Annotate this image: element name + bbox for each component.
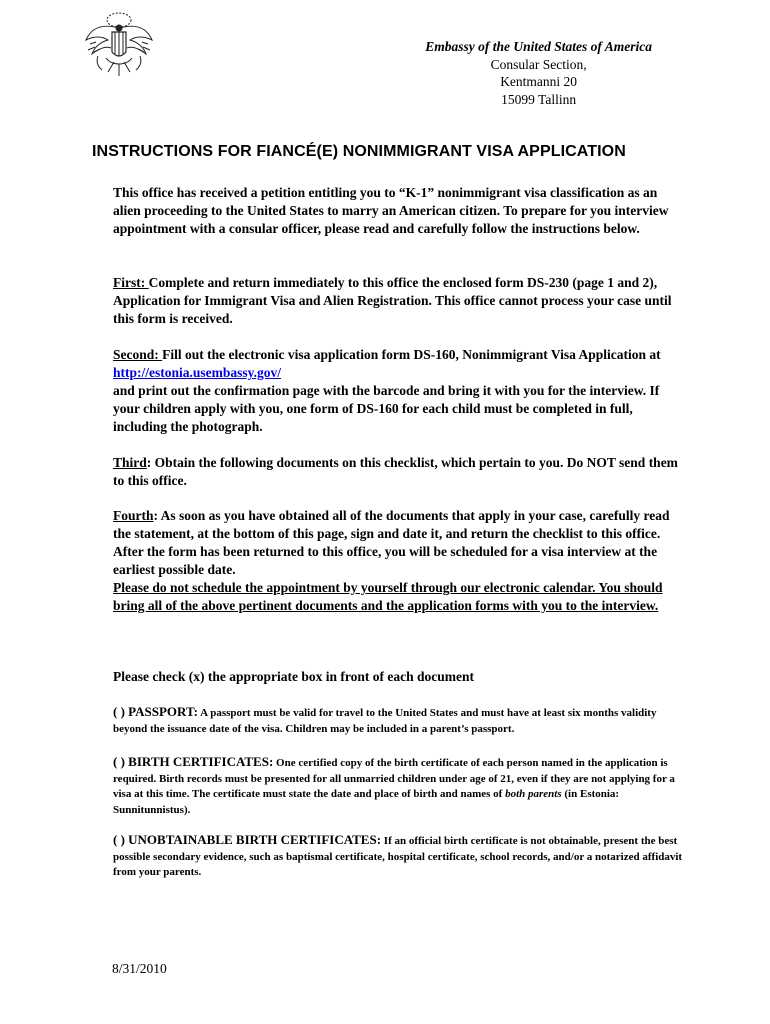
- fourth-text: : As soon as you have obtained all of the documents that apply in your case, carefully read the statement, at the bottom of this page, sign and date it, and return the checklist to this office. After the form has been returned to this office, you will be scheduled for a visa interview at the earliest possible date.: [113, 508, 670, 577]
- embassy-name: Embassy of the United States of America: [425, 39, 652, 54]
- footer-date: 8/31/2010: [112, 961, 167, 976]
- embassy-address: [425, 38, 652, 108]
- fourth-underlined-notice: Please do not schedule the appointment by yourself through our electronic calendar. You should bring all of the above pertinent documents and the application forms with you to the interview.: [113, 580, 663, 613]
- birth-certificates-tail: (in Estonia: Sunnitunnistus).: [113, 788, 620, 816]
- checklist-item-unobtainable[interactable]: [113, 832, 683, 881]
- page-title: INSTRUCTIONS FOR FIANCÉ(E) NONIMMIGRANT VISA APPLICATION: [92, 143, 626, 160]
- second-label: Second:: [113, 347, 163, 362]
- passport-text: A passport must be valid for travel to the United States and must have at least six months validity beyond the issuance date of the visa. Children may be included in a parent’s passport.: [113, 707, 657, 735]
- great-seal-eagle-icon: [84, 6, 154, 80]
- birth-certificates-text: One certified copy of the birth certificate of each person named in the application is required. Birth records must be presented for all unmarried children under age of 21, even if they are not applying for a visa at this time. The certificate must state the date and place of birth and names of: [113, 757, 675, 800]
- checklist-item-birth-certificates[interactable]: [113, 754, 683, 818]
- third-instruction: [113, 454, 683, 490]
- first-text: Complete and return immediately to this office the enclosed form DS-230 (page 1 and 2), Application for Immigrant Visa and Alien Registration. This office cannot process your case until this form is received.: [113, 275, 672, 326]
- postal-city: 15099 Tallinn: [501, 91, 577, 107]
- fourth-instruction: [113, 507, 683, 615]
- second-text-b: and print out the confirmation page with the barcode and bring it with you for the interview. If your children apply with you, one form of DS-160 for each child must be completed in full, including the photograph.: [113, 383, 660, 434]
- checkbox-unobtainable[interactable]: ( ) UNOBTAINABLE BIRTH CERTIFICATES:: [113, 832, 382, 847]
- checklist-item-passport[interactable]: [113, 704, 683, 737]
- consular-section: Consular Section,: [490, 56, 587, 72]
- fourth-label: Fourth: [113, 508, 154, 523]
- intro-paragraph: This office has received a petition entitling you to “K-1” nonimmigrant visa classification as an alien proceeding to the United States to marry an American citizen. To prepare for you interview appointment with a consular officer, please read and carefully follow the instructions below.: [113, 185, 669, 236]
- checklist-heading: Please check (x) the appropriate box in front of each document: [113, 669, 474, 684]
- second-text-a: Fill out the electronic visa application form DS-160, Nonimmigrant Visa Application at: [162, 347, 661, 362]
- second-instruction: [113, 346, 683, 436]
- checkbox-birth-certificates[interactable]: ( ) BIRTH CERTIFICATES:: [113, 754, 274, 769]
- street-address: Kentmanni 20: [500, 74, 578, 89]
- unobtainable-text: If an official birth certificate is not obtainable, present the best possible secondary evidence, such as baptismal certificate, hospital certificate, school records, and/or a notarized affidavit from your parents.: [113, 835, 683, 878]
- first-label: First:: [113, 275, 149, 290]
- both-parents-emphasis: both parents: [505, 788, 562, 800]
- embassy-website-link[interactable]: http://estonia.usembassy.gov/: [113, 365, 282, 380]
- third-text: : Obtain the following documents on this checklist, which pertain to you. Do NOT send them to this office.: [113, 455, 678, 488]
- third-label: Third: [113, 455, 147, 470]
- checkbox-passport[interactable]: ( ) PASSPORT:: [113, 704, 199, 719]
- first-instruction: [113, 274, 683, 328]
